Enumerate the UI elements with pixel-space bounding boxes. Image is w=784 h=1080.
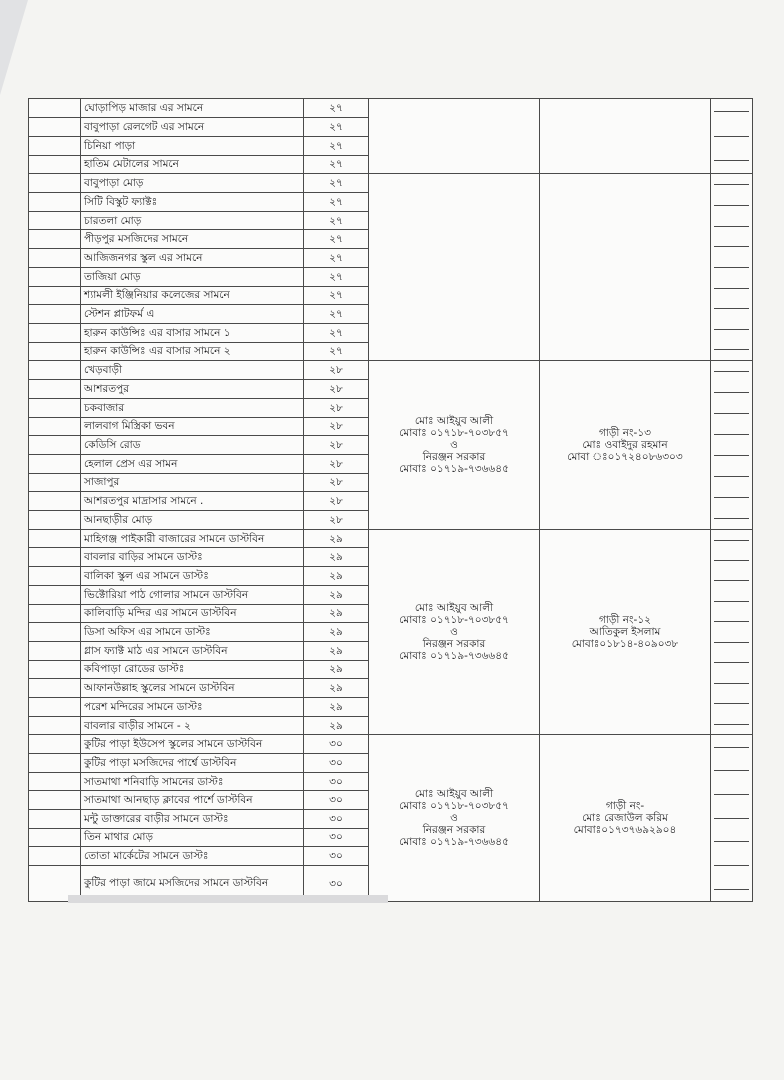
ward-number-cell: ৩০ [304,791,369,810]
location-cell: সাতমাথা আনছাড় ক্লাবের পার্শে ডাস্টবিন [81,791,304,810]
collection-point-table-wrapper [28,98,728,890]
serial-cell [29,99,81,118]
ward-number-cell: ২৭ [304,99,369,118]
vehicle-driver: আতিকুল ইসলাম [589,626,661,639]
supervisor-phone: মোবাঃ ০১৭১৮-৭০৩৮৫৭ [399,427,509,440]
supervisor-and: ও [450,812,458,825]
serial-cell [29,454,81,473]
remarks-grid-cell [711,99,753,174]
location-cell: আশরতপুর মাদ্রাসার সামনে . [81,492,304,511]
ward-number-cell: ২৮ [304,380,369,399]
table-row [29,99,753,118]
ward-number-cell: ২৭ [304,267,369,286]
location-cell: হারুন কাউন্সিঃ এর বাসার সামনে ১ [81,323,304,342]
serial-cell [29,473,81,492]
grid-line [714,111,749,112]
ward-number-cell: ২৯ [304,567,369,586]
table-row [29,529,753,548]
ward-number-cell: ২৭ [304,174,369,193]
grid-line [714,288,749,289]
supervisor-name: মোঃ আইয়ুব আলী [414,415,494,428]
grid-line [714,267,749,268]
supervisor-name: মোঃ আইয়ুব আলী [414,602,494,615]
vehicle-cell [540,735,711,902]
ward-number-cell: ২৯ [304,529,369,548]
serial-cell [29,567,81,586]
grid-line [714,392,749,393]
ward-number-cell: ৩০ [304,865,369,901]
serial-cell [29,716,81,735]
vehicle-no: গাড়ী নং-১৩ [599,427,651,440]
location-cell: হাতিম মেটালের সামনে [81,155,304,174]
grid-line [714,205,749,206]
ward-number-cell: ২৮ [304,473,369,492]
vehicle-phone: মোবা ঃ০১৭২৪০৮৬৩০৩ [567,451,683,464]
location-cell: চকবাজার [81,398,304,417]
vehicle-phone: মোবাঃ০১৮১৪-৪০৯০৩৮ [571,638,679,651]
serial-cell [29,511,81,530]
location-cell: বাবুপাড়া রেলগেট এর সামনে [81,117,304,136]
serial-cell [29,548,81,567]
serial-cell [29,155,81,174]
location-cell: মন্টু ডাক্তারের বাড়ীর সামনে ডাস্টঃ [81,810,304,829]
remarks-grid-lines [714,735,749,901]
vehicle-driver: মোঃ রেজাউল করিম [582,812,668,825]
remarks-grid-lines [714,361,749,528]
remarks-grid-lines [714,530,749,735]
supervisor-cell [369,529,540,735]
grid-line [714,747,749,748]
ward-number-cell: ২৭ [304,155,369,174]
serial-cell [29,417,81,436]
folded-corner [0,0,28,95]
location-cell: মাহিগঞ্জ পাইকারী বাজারের সামনে ডাস্টবিন [81,529,304,548]
grid-line [714,818,749,819]
remarks-grid-cell [711,174,753,361]
supervisor-name2: নিরঞ্জন সরকার [422,638,486,651]
serial-cell [29,286,81,305]
grid-line [714,329,749,330]
supervisor-and: ও [450,626,458,639]
serial-cell [29,735,81,754]
location-cell: ভিক্টোরিয়া পাঠ গোলার সামনে ডাস্টবিন [81,585,304,604]
location-cell: তাজিয়া মোড় [81,267,304,286]
location-cell: কুটির পাড়া জামে মসজিদের সামনে ডাস্টবিন [81,865,304,901]
vehicle-cell [540,174,711,361]
serial-cell [29,585,81,604]
collection-point-table [28,98,753,902]
location-cell: হারুন কাউন্সিঃ এর বাসার সামনে ২ [81,342,304,361]
serial-cell [29,697,81,716]
grid-line [714,184,749,185]
serial-cell [29,660,81,679]
supervisor-cell [369,361,540,529]
ward-number-cell: ৩০ [304,828,369,847]
supervisor-phone: মোবাঃ ০১৭১৮-৭০৩৮৫৭ [399,800,509,813]
supervisor-name2: নিরঞ্জন সরকার [422,451,486,464]
serial-cell [29,754,81,773]
remarks-grid-lines [714,99,749,173]
serial-cell [29,529,81,548]
ward-number-cell: ২৭ [304,286,369,305]
table-row [29,361,753,380]
serial-cell [29,249,81,268]
location-cell: চারতলা মোড় [81,211,304,230]
serial-cell [29,623,81,642]
ward-number-cell: ২৮ [304,361,369,380]
ward-number-cell: ২৮ [304,398,369,417]
grid-line [714,476,749,477]
ward-number-cell: ২৭ [304,323,369,342]
grid-line [714,601,749,602]
ward-number-cell: ৩০ [304,810,369,829]
grid-line [714,540,749,541]
ward-number-cell: ২৯ [304,623,369,642]
ward-number-cell: ২৯ [304,716,369,735]
serial-cell [29,641,81,660]
grid-line [714,246,749,247]
vehicle-cell [540,529,711,735]
vehicle-driver: মোঃ ওবাইদুর রহমান [582,439,668,452]
remarks-grid-cell [711,529,753,735]
location-cell: বাবলার বাড়ীর সামনে - ২ [81,716,304,735]
grid-line [714,308,749,309]
grid-line [714,865,749,866]
bleed-through-text [68,895,388,903]
location-cell: কবিপাড়া রোডের ডাস্টঃ [81,660,304,679]
serial-cell [29,342,81,361]
grid-line [714,349,749,350]
location-cell: গ্লাস ফ্যাক্ট মাঠ এর সামনে ডাস্টবিন [81,641,304,660]
serial-cell [29,230,81,249]
vehicle-no: গাড়ী নং-১২ [599,614,651,627]
serial-cell [29,679,81,698]
location-cell: লালবাগ মিস্ত্রিকা ভবন [81,417,304,436]
table-row [29,174,753,193]
ward-number-cell: ২৯ [304,679,369,698]
serial-cell [29,810,81,829]
ward-number-cell: ৩০ [304,847,369,866]
serial-cell [29,117,81,136]
supervisor-phone2: মোবাঃ ০১৭১৯-৭৩৬৬৪৫ [399,836,509,849]
serial-cell [29,380,81,399]
location-cell: আনছাড়ীর মোড় [81,511,304,530]
location-cell: বাবলার বাড়ির সামনে ডাস্টঃ [81,548,304,567]
grid-line [714,226,749,227]
location-cell: সাতমাথা শনিবাড়ি সামনের ডাস্টঃ [81,772,304,791]
grid-line [714,770,749,771]
remarks-grid-cell [711,735,753,902]
grid-line [714,580,749,581]
ward-number-cell: ২৭ [304,342,369,361]
serial-cell [29,193,81,212]
ward-number-cell: ২৭ [304,211,369,230]
ward-number-cell: ২৭ [304,193,369,212]
location-cell: কুটির পাড়া মসজিদের পার্শ্বে ডাস্টবিন [81,754,304,773]
ward-number-cell: ২৯ [304,697,369,716]
ward-number-cell: ২৮ [304,417,369,436]
remarks-grid-cell [711,361,753,529]
serial-cell [29,323,81,342]
location-cell: খেড়বাড়ী [81,361,304,380]
ward-number-cell: ২৮ [304,492,369,511]
supervisor-cell [369,99,540,174]
ward-number-cell: ২৯ [304,548,369,567]
ward-number-cell: ২৭ [304,230,369,249]
grid-line [714,889,749,890]
location-cell: কুটির পাড়া ইউসেপ স্কুলের সামনে ডাস্টবিন [81,735,304,754]
ward-number-cell: ৩০ [304,772,369,791]
location-cell: স্টেশন প্লাটফর্ম এ [81,305,304,324]
location-cell: বালিকা স্কুল এর সামনে ডাস্টঃ [81,567,304,586]
supervisor-phone2: মোবাঃ ০১৭১৯-৭৩৬৬৪৫ [399,650,509,663]
table-row [29,735,753,754]
location-cell: শ্যামলী ইঞ্জিনিয়ার কলেজের সামনে [81,286,304,305]
supervisor-cell [369,174,540,361]
location-cell: আফানউল্লাহ স্কুলের সামনে ডাস্টবিন [81,679,304,698]
ward-number-cell: ২৭ [304,136,369,155]
location-cell: বাবুপাড়া মোড় [81,174,304,193]
serial-cell [29,604,81,623]
location-cell: তোতা মার্কেটের সামনে ডাস্টঃ [81,847,304,866]
grid-line [714,841,749,842]
serial-cell [29,772,81,791]
supervisor-name2: নিরঞ্জন সরকার [422,824,486,837]
ward-number-cell: ২৮ [304,454,369,473]
supervisor-phone: মোবাঃ ০১৭১৮-৭০৩৮৫৭ [399,614,509,627]
location-cell: কালিবাড়ি মন্দির এর সামনে ডাস্টবিন [81,604,304,623]
ward-number-cell: ২৯ [304,585,369,604]
location-cell: তিন মাথার মোড় [81,828,304,847]
supervisor-phone2: মোবাঃ ০১৭১৯-৭৩৬৬৪৫ [399,463,509,476]
location-cell: চিনিয়া পাড়া [81,136,304,155]
vehicle-cell [540,361,711,529]
grid-line [714,560,749,561]
location-cell: আজিজনগর স্কুল এর সামনে [81,249,304,268]
serial-cell [29,398,81,417]
serial-cell [29,136,81,155]
ward-number-cell: ২৭ [304,305,369,324]
serial-cell [29,436,81,455]
ward-number-cell: ২৯ [304,641,369,660]
supervisor-and: ও [450,439,458,452]
ward-number-cell: ২৮ [304,436,369,455]
ward-number-cell: ২৭ [304,249,369,268]
location-cell: ঘোড়াপিড় মাজার এর সামনে [81,99,304,118]
grid-line [714,621,749,622]
grid-line [714,662,749,663]
grid-line [714,136,749,137]
serial-cell [29,305,81,324]
ward-number-cell: ৩০ [304,754,369,773]
vehicle-cell [540,99,711,174]
serial-cell [29,211,81,230]
grid-line [714,703,749,704]
location-cell: কেডিসি রোড [81,436,304,455]
remarks-grid-lines [714,174,749,360]
grid-line [714,455,749,456]
location-cell: পরেশ মন্দিরের সামনে ডাস্টঃ [81,697,304,716]
grid-line [714,642,749,643]
grid-line [714,518,749,519]
serial-cell [29,267,81,286]
ward-number-cell: ৩০ [304,735,369,754]
grid-line [714,413,749,414]
location-cell: সাজাপুর [81,473,304,492]
serial-cell [29,847,81,866]
grid-line [714,724,749,725]
grid-line [714,434,749,435]
serial-cell [29,791,81,810]
grid-line [714,794,749,795]
grid-line [714,683,749,684]
serial-cell [29,174,81,193]
ward-number-cell: ২৭ [304,117,369,136]
location-cell: ডিসা অফিস এর সামনে ডাস্টঃ [81,623,304,642]
supervisor-cell [369,735,540,902]
location-cell: পীড়পুর মসজিদের সামনে [81,230,304,249]
location-cell: সিটি বিস্কুট ফ্যাক্টঃ [81,193,304,212]
location-cell: আশরতপুর [81,380,304,399]
grid-line [714,371,749,372]
location-cell: হেলাল প্রেস এর সামন [81,454,304,473]
ward-number-cell: ২৯ [304,604,369,623]
supervisor-name: মোঃ আইয়ুব আলী [414,788,494,801]
grid-line [714,160,749,161]
grid-line [714,497,749,498]
serial-cell [29,492,81,511]
vehicle-phone: মোবাঃ০১৭৩৭৬৯২৯০৪ [573,824,677,837]
ward-number-cell: ২৯ [304,660,369,679]
vehicle-no: গাড়ী নং- [605,800,645,813]
serial-cell [29,828,81,847]
ward-number-cell: ২৮ [304,511,369,530]
serial-cell [29,361,81,380]
